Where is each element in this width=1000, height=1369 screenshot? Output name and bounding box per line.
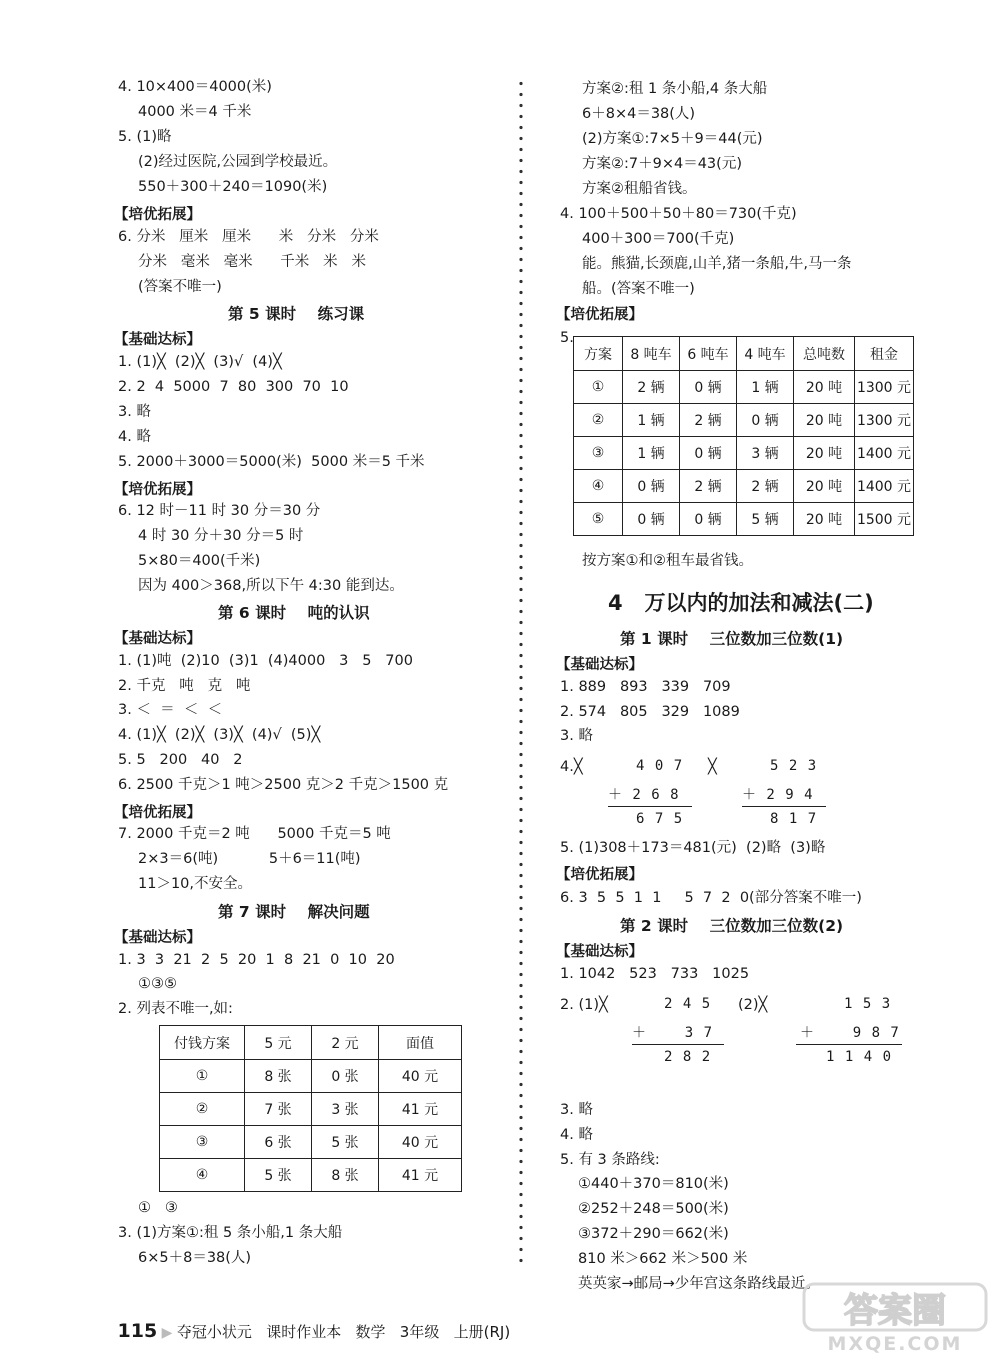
answer-line: 1. 1042 523 733 1025 <box>560 966 750 982</box>
answer-line: 550＋300＋240＝1090(米) <box>138 179 328 195</box>
answer-line: 2. 2 4 5000 7 80 300 70 10 <box>118 379 349 395</box>
answer-line: ①440＋370＝810(米) <box>578 1176 729 1192</box>
section-label: 【基础达标】 <box>556 657 643 673</box>
answer-line: 5. 5 200 40 2 <box>118 752 243 768</box>
answer-line: 1. 889 893 339 709 <box>560 679 731 695</box>
answer-line: 能。熊猫,长颈鹿,山羊,猪一条船,牛,马一条 <box>582 256 852 272</box>
footer-book-title: 夺冠小状元 课时作业本 数学 3年级 上册(RJ) <box>176 1323 511 1341</box>
answer-line: 4. 10×400＝4000(米) <box>118 79 272 95</box>
truck-rental-table <box>573 336 914 536</box>
section-label: 【基础达标】 <box>114 332 201 348</box>
watermark-url: MXQE.COM <box>827 1333 963 1355</box>
vertical-sum: 8 1 7 <box>770 811 818 827</box>
answer-line: 3. 略 <box>118 404 151 420</box>
table-cell: 5 张 <box>245 1159 312 1192</box>
answer-line: 2. 列表不唯一,如: <box>118 1001 233 1017</box>
table-cell: 1400 元 <box>855 470 914 503</box>
table-header-cell: 方案 <box>574 337 623 371</box>
table-cell: 1 辆 <box>623 404 680 437</box>
watermark-logo <box>800 1276 990 1356</box>
answer-line: 6×5＋8＝38(人) <box>138 1250 252 1266</box>
answer-line: 方案②:7＋9×4＝43(元) <box>582 156 742 172</box>
answer-line: 4.╳ <box>560 759 583 775</box>
table-cell: 20 吨 <box>794 470 855 503</box>
table-cell: 5 辆 <box>737 503 794 536</box>
answer-line: 分米 毫米 毫米 千米 米 米 <box>138 254 366 270</box>
table-header-row <box>160 1026 462 1060</box>
sum-line <box>608 806 692 807</box>
table-cell: 1300 元 <box>855 371 914 404</box>
table-cell: 40 元 <box>379 1126 462 1159</box>
answer-line: 5. (1)略 <box>118 129 172 145</box>
table-cell: 0 辆 <box>680 371 737 404</box>
answer-line: 5×80＝400(千米) <box>138 553 261 569</box>
answer-line: 3. 略 <box>560 1102 593 1118</box>
answer-line: 4. 100＋500＋50＋80＝730(千克) <box>560 206 797 222</box>
answer-line: ①③⑤ <box>138 976 177 992</box>
table-row <box>160 1060 462 1093</box>
answer-line: 4 时 30 分＋30 分＝5 时 <box>138 528 304 544</box>
table-cell: 0 辆 <box>680 503 737 536</box>
vertical-addend: ＋ 2 6 8 <box>608 787 680 803</box>
section-label: 【基础达标】 <box>114 930 201 946</box>
lesson-heading: 第 1 课时 三位数加三位数(1) <box>620 630 844 648</box>
table-cell: 0 张 <box>312 1060 379 1093</box>
sum-line <box>742 806 826 807</box>
answer-line: 5. (1)308＋173＝481(元) (2)略 (3)略 <box>560 840 826 856</box>
answer-line: (2)经过医院,公园到学校最近。 <box>138 154 338 170</box>
answer-line: 因为 400＞368,所以下午 4:30 能到达。 <box>138 578 404 594</box>
table-cell: 0 辆 <box>623 503 680 536</box>
vertical-addend: ＋ 9 8 7 <box>800 1025 900 1041</box>
table-cell: 7 张 <box>245 1093 312 1126</box>
answer-line: 2. 千克 吨 克 吨 <box>118 678 251 694</box>
answer-line: (2)╳ <box>738 997 768 1013</box>
table-cell: 41 元 <box>379 1159 462 1192</box>
section-label: 【培优拓展】 <box>114 207 201 223</box>
answer-line: 方案②:租 1 条小船,4 条大船 <box>582 81 768 97</box>
table-cell: 0 辆 <box>737 404 794 437</box>
answer-line: 方案②租船省钱。 <box>582 181 697 197</box>
table-cell: 2 辆 <box>680 404 737 437</box>
answer-line: 2×3＝6(吨) 5＋6＝11(吨) <box>138 851 361 867</box>
answer-line: 400＋300＝700(千克) <box>582 231 735 247</box>
vertical-sum: 2 8 2 <box>664 1049 712 1065</box>
answer-line: (2)方案①:7×5＋9＝44(元) <box>582 131 763 147</box>
table-cell: 6 张 <box>245 1126 312 1159</box>
table-row <box>574 371 914 404</box>
vertical-addend: ＋ 2 9 4 <box>742 787 814 803</box>
table-header-cell: 租金 <box>855 337 914 371</box>
table-cell: 0 辆 <box>623 470 680 503</box>
sum-line <box>632 1044 724 1045</box>
table-row <box>574 503 914 536</box>
table-header-cell: 总吨数 <box>794 337 855 371</box>
answer-line: 6. 3 5 5 1 1 5 7 2 0(部分答案不唯一) <box>560 890 862 906</box>
column-divider <box>519 78 523 1266</box>
table-cell: 20 吨 <box>794 404 855 437</box>
footer-arrow-icon: ▶ <box>157 1325 177 1341</box>
lesson-heading: 第 6 课时 吨的认识 <box>218 604 370 622</box>
table-header-cell: 5 元 <box>245 1026 312 1060</box>
answer-line: 5. 有 3 条路线: <box>560 1152 660 1168</box>
vertical-sum: 6 7 5 <box>636 811 684 827</box>
table-cell: 1 辆 <box>623 437 680 470</box>
answer-line: ╳ <box>708 759 717 775</box>
table-header-cell: 付钱方案 <box>160 1026 245 1060</box>
answer-line: 1. (1)吨 (2)10 (3)1 (4)4000 3 5 700 <box>118 653 413 669</box>
answer-line: 3. (1)方案①:租 5 条小船,1 条大船 <box>118 1225 343 1241</box>
answer-line: 2. (1)╳ <box>560 997 608 1013</box>
table-row <box>574 437 914 470</box>
table-row <box>160 1093 462 1126</box>
table-header-cell: 2 元 <box>312 1026 379 1060</box>
answer-line: 810 米＞662 米＞500 米 <box>578 1251 748 1267</box>
vertical-sum: 1 1 4 0 <box>826 1049 893 1065</box>
answer-line: 4000 米＝4 千米 <box>138 104 252 120</box>
table-cell: ② <box>160 1093 245 1126</box>
answer-line: 6. 12 时－11 时 30 分＝30 分 <box>118 503 321 519</box>
answer-line: 3. 略 <box>560 728 593 744</box>
section-label: 【培优拓展】 <box>114 482 201 498</box>
table-row <box>160 1126 462 1159</box>
table-cell: 1400 元 <box>855 437 914 470</box>
lesson-heading: 第 7 课时 解决问题 <box>218 903 370 921</box>
answer-line: 5. 2000＋3000＝5000(米) 5000 米＝5 千米 <box>118 454 425 470</box>
answer-line: 英英家→邮局→少年宫这条路线最近。 <box>578 1276 820 1292</box>
table-cell: 2 辆 <box>737 470 794 503</box>
table-cell: 5 张 <box>312 1126 379 1159</box>
answer-line: 6. 2500 千克＞1 吨＞2500 克＞2 千克＞1500 克 <box>118 777 449 793</box>
vertical-addend: 2 4 5 <box>664 996 712 1012</box>
table-cell: ④ <box>160 1159 245 1192</box>
answer-line: ① ③ <box>138 1200 178 1216</box>
page-footer <box>108 1302 510 1342</box>
page-number: 115 <box>117 1320 158 1342</box>
watermark-graphic <box>800 1276 990 1356</box>
answer-line: 1. (1)╳ (2)╳ (3)√ (4)╳ <box>118 354 282 370</box>
table-cell: 8 张 <box>312 1159 379 1192</box>
answer-line: (答案不唯一) <box>138 279 222 295</box>
table-row <box>574 404 914 437</box>
unit-title: 4 万以内的加法和减法(二) <box>608 591 874 615</box>
answer-line: 6. 分米 厘米 厘米 米 分米 分米 <box>118 229 379 245</box>
table-cell: 20 吨 <box>794 503 855 536</box>
vertical-addend: ＋ 3 7 <box>632 1025 714 1041</box>
table-cell: ③ <box>574 437 623 470</box>
table-cell: ① <box>574 371 623 404</box>
table-cell: 3 辆 <box>737 437 794 470</box>
answer-line: 按方案①和②租车最省钱。 <box>582 553 753 569</box>
vertical-addend: 1 5 3 <box>844 996 892 1012</box>
answer-line: 7. 2000 千克＝2 吨 5000 千克＝5 吨 <box>118 826 391 842</box>
table-cell: 1300 元 <box>855 404 914 437</box>
sum-line <box>796 1044 902 1045</box>
table-cell: ③ <box>160 1126 245 1159</box>
table-cell: 0 辆 <box>680 437 737 470</box>
lesson-heading: 第 5 课时 练习课 <box>228 305 365 323</box>
answer-line: 4. (1)╳ (2)╳ (3)╳ (4)√ (5)╳ <box>118 727 321 743</box>
table-header-cell: 6 吨车 <box>680 337 737 371</box>
table-row <box>574 470 914 503</box>
table-cell: 20 吨 <box>794 437 855 470</box>
answer-line: 4. 略 <box>560 1127 593 1143</box>
table-cell: ④ <box>574 470 623 503</box>
answer-line: ③372＋290＝662(米) <box>578 1226 729 1242</box>
table-cell: 8 张 <box>245 1060 312 1093</box>
table-cell: 2 辆 <box>680 470 737 503</box>
answer-line: 1. 3 3 21 2 5 20 1 8 21 0 10 20 <box>118 952 395 968</box>
table-header-cell: 8 吨车 <box>623 337 680 371</box>
table-header-cell: 面值 <box>379 1026 462 1060</box>
lesson-heading: 第 2 课时 三位数加三位数(2) <box>620 917 844 935</box>
watermark-title: 答案圈 <box>844 1291 946 1331</box>
answer-line: 11＞10,不安全。 <box>138 876 253 892</box>
table-header-cell: 4 吨车 <box>737 337 794 371</box>
table-cell: 20 吨 <box>794 371 855 404</box>
answer-line: 6＋8×4＝38(人) <box>582 106 696 122</box>
table-row <box>160 1159 462 1192</box>
vertical-addend: 5 2 3 <box>770 758 818 774</box>
table-cell: 40 元 <box>379 1060 462 1093</box>
vertical-addend: 4 0 7 <box>636 758 684 774</box>
table-cell: 1 辆 <box>737 371 794 404</box>
answer-line: ②252＋248＝500(米) <box>578 1201 729 1217</box>
table-cell: ⑤ <box>574 503 623 536</box>
table-cell: 41 元 <box>379 1093 462 1126</box>
answer-line: 4. 略 <box>118 429 151 445</box>
answer-line: 3. ＜ ＝ ＜ ＜ <box>118 702 223 718</box>
table-cell: 2 辆 <box>623 371 680 404</box>
section-label: 【培优拓展】 <box>114 805 201 821</box>
table-cell: 1500 元 <box>855 503 914 536</box>
table-cell: 3 张 <box>312 1093 379 1126</box>
answer-line: 5. <box>560 330 574 346</box>
section-label: 【培优拓展】 <box>556 867 643 883</box>
section-label: 【培优拓展】 <box>556 307 643 323</box>
table-header-row <box>574 337 914 371</box>
answer-line: 2. 574 805 329 1089 <box>560 704 740 720</box>
payment-table <box>159 1025 462 1192</box>
section-label: 【基础达标】 <box>556 944 643 960</box>
table-cell: ① <box>160 1060 245 1093</box>
section-label: 【基础达标】 <box>114 631 201 647</box>
table-cell: ② <box>574 404 623 437</box>
answer-line: 船。(答案不唯一) <box>582 281 695 297</box>
